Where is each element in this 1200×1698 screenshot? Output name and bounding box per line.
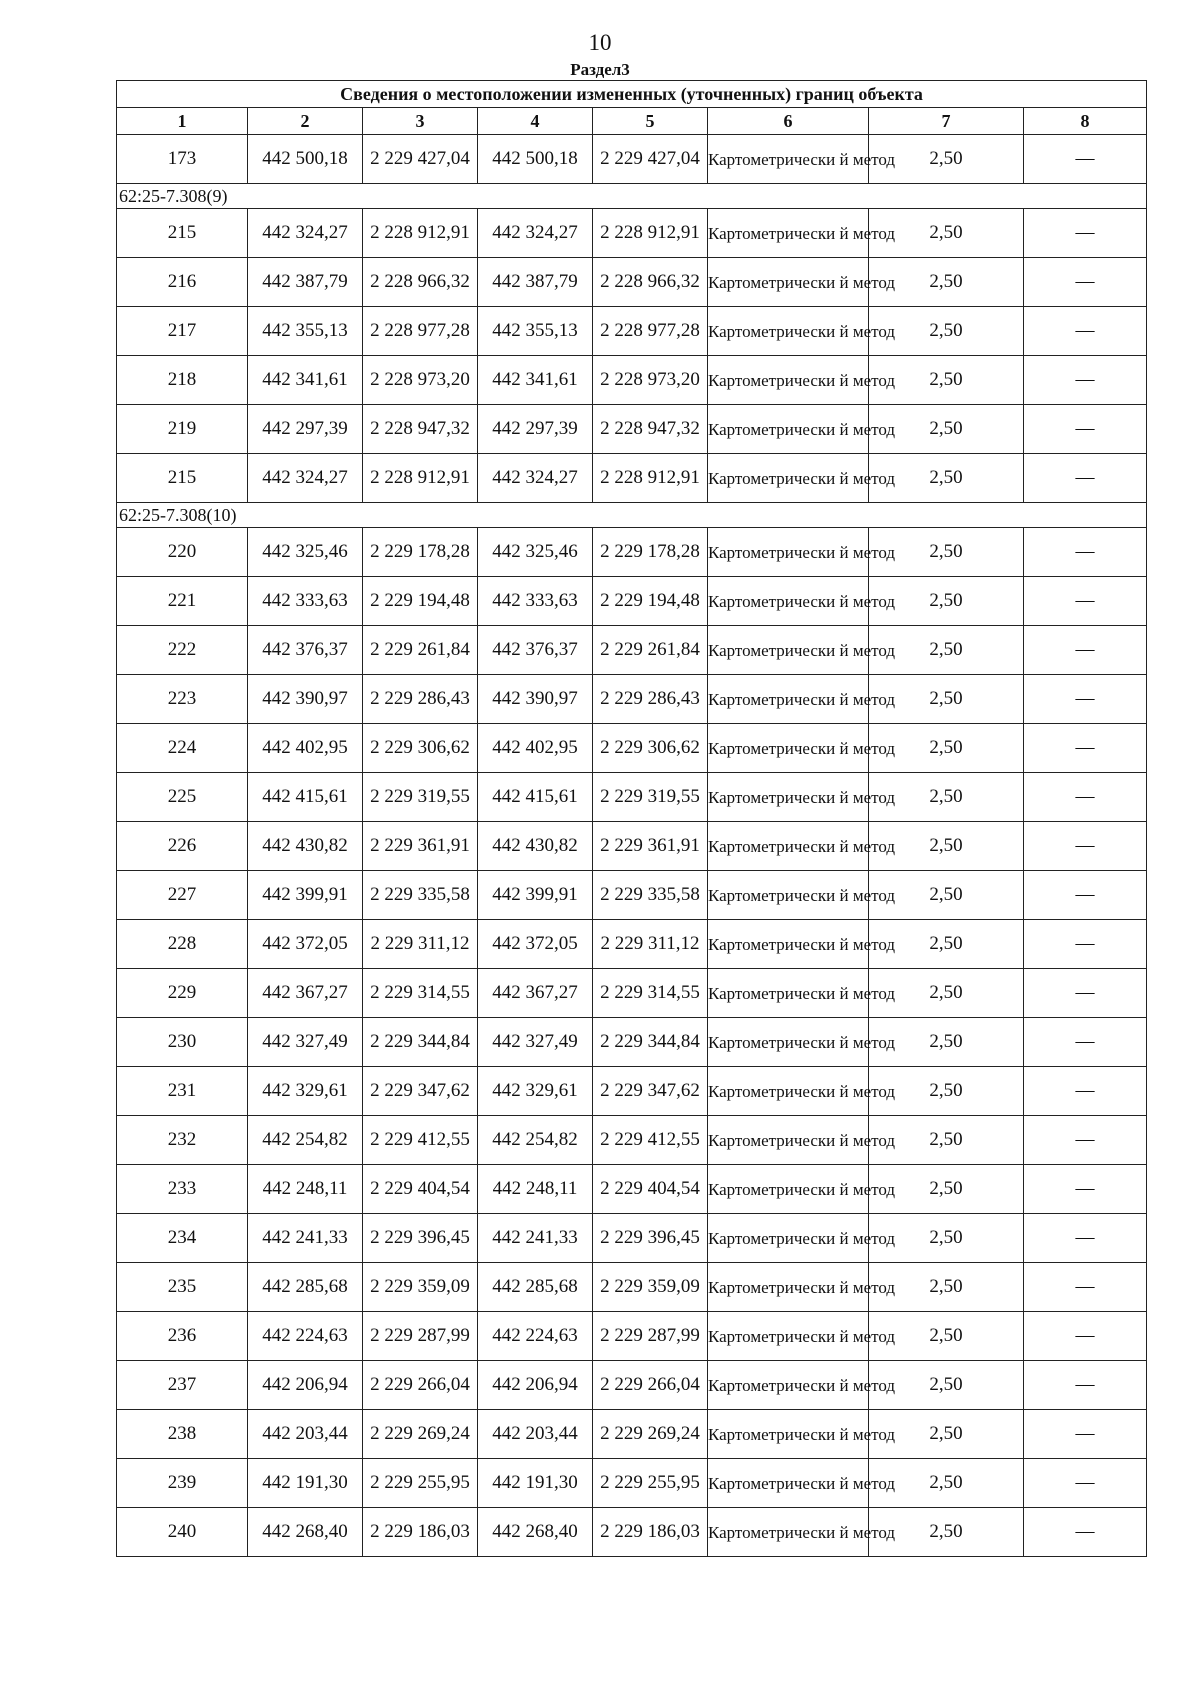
- accuracy-cell: 2,50: [869, 969, 1024, 1018]
- column-number-4: 4: [478, 108, 593, 135]
- x-new-cell: 442 387,79: [478, 258, 593, 307]
- point-number-cell: 225: [117, 773, 248, 822]
- accuracy-cell: 2,50: [869, 209, 1024, 258]
- table-row: [117, 1018, 1147, 1067]
- description-cell: —: [1024, 528, 1147, 577]
- accuracy-cell: 2,50: [869, 1508, 1024, 1557]
- y-new-cell: 2 229 427,04: [593, 135, 708, 184]
- point-number-cell: 221: [117, 577, 248, 626]
- column-number-6: 6: [708, 108, 869, 135]
- table-row: [117, 871, 1147, 920]
- description-cell: —: [1024, 405, 1147, 454]
- accuracy-cell: 2,50: [869, 724, 1024, 773]
- y-new-cell: 2 229 335,58: [593, 871, 708, 920]
- x-new-cell: 442 325,46: [478, 528, 593, 577]
- point-number-cell: 226: [117, 822, 248, 871]
- parcel-number-label: 62:25-7.308(9): [117, 184, 1147, 209]
- x-new-cell: 442 500,18: [478, 135, 593, 184]
- table-row: [117, 528, 1147, 577]
- y-new-cell: 2 229 261,84: [593, 626, 708, 675]
- x-old-cell: 442 191,30: [248, 1459, 363, 1508]
- accuracy-cell: 2,50: [869, 871, 1024, 920]
- description-cell: —: [1024, 1312, 1147, 1361]
- x-new-cell: 442 285,68: [478, 1263, 593, 1312]
- method-cell: Картометрически й метод: [708, 405, 869, 454]
- description-cell: —: [1024, 675, 1147, 724]
- description-cell: —: [1024, 1459, 1147, 1508]
- accuracy-cell: 2,50: [869, 920, 1024, 969]
- description-cell: —: [1024, 307, 1147, 356]
- point-number-cell: 216: [117, 258, 248, 307]
- column-number-3: 3: [363, 108, 478, 135]
- x-new-cell: 442 254,82: [478, 1116, 593, 1165]
- y-new-cell: 2 229 178,28: [593, 528, 708, 577]
- x-old-cell: 442 355,13: [248, 307, 363, 356]
- accuracy-cell: 2,50: [869, 528, 1024, 577]
- y-old-cell: 2 229 266,04: [363, 1361, 478, 1410]
- accuracy-cell: 2,50: [869, 1361, 1024, 1410]
- table-row: [117, 773, 1147, 822]
- y-new-cell: 2 229 266,04: [593, 1361, 708, 1410]
- x-old-cell: 442 324,27: [248, 454, 363, 503]
- x-new-cell: 442 376,37: [478, 626, 593, 675]
- x-new-cell: 442 329,61: [478, 1067, 593, 1116]
- point-number-cell: 219: [117, 405, 248, 454]
- y-new-cell: 2 229 186,03: [593, 1508, 708, 1557]
- point-number-cell: 227: [117, 871, 248, 920]
- accuracy-cell: 2,50: [869, 1312, 1024, 1361]
- accuracy-cell: 2,50: [869, 577, 1024, 626]
- x-new-cell: 442 367,27: [478, 969, 593, 1018]
- y-new-cell: 2 229 347,62: [593, 1067, 708, 1116]
- y-old-cell: 2 229 361,91: [363, 822, 478, 871]
- x-old-cell: 442 297,39: [248, 405, 363, 454]
- description-cell: —: [1024, 1214, 1147, 1263]
- y-new-cell: 2 228 977,28: [593, 307, 708, 356]
- group-row: [117, 184, 1147, 209]
- y-new-cell: 2 229 319,55: [593, 773, 708, 822]
- point-number-cell: 233: [117, 1165, 248, 1214]
- x-old-cell: 442 367,27: [248, 969, 363, 1018]
- y-old-cell: 2 228 966,32: [363, 258, 478, 307]
- point-number-cell: 220: [117, 528, 248, 577]
- y-old-cell: 2 229 427,04: [363, 135, 478, 184]
- method-cell: Картометрически й метод: [708, 1459, 869, 1508]
- table-row: [117, 405, 1147, 454]
- y-new-cell: 2 229 306,62: [593, 724, 708, 773]
- y-old-cell: 2 229 396,45: [363, 1214, 478, 1263]
- method-cell: Картометрически й метод: [708, 1361, 869, 1410]
- y-old-cell: 2 228 977,28: [363, 307, 478, 356]
- x-new-cell: 442 324,27: [478, 454, 593, 503]
- y-new-cell: 2 229 255,95: [593, 1459, 708, 1508]
- description-cell: —: [1024, 577, 1147, 626]
- point-number-cell: 239: [117, 1459, 248, 1508]
- section-label: Раздел3: [570, 60, 630, 79]
- accuracy-cell: 2,50: [869, 1459, 1024, 1508]
- x-old-cell: 442 387,79: [248, 258, 363, 307]
- column-number-8: 8: [1024, 108, 1147, 135]
- y-new-cell: 2 229 344,84: [593, 1018, 708, 1067]
- method-cell: Картометрически й метод: [708, 356, 869, 405]
- method-cell: Картометрически й метод: [708, 307, 869, 356]
- method-cell: Картометрически й метод: [708, 577, 869, 626]
- method-cell: Картометрически й метод: [708, 1312, 869, 1361]
- table-row: [117, 1459, 1147, 1508]
- column-number-5: 5: [593, 108, 708, 135]
- y-new-cell: 2 228 973,20: [593, 356, 708, 405]
- x-old-cell: 442 415,61: [248, 773, 363, 822]
- method-cell: Картометрически й метод: [708, 1214, 869, 1263]
- point-number-cell: 228: [117, 920, 248, 969]
- point-number-cell: 215: [117, 209, 248, 258]
- method-cell: Картометрически й метод: [708, 724, 869, 773]
- table-row: [117, 1067, 1147, 1116]
- x-new-cell: 442 206,94: [478, 1361, 593, 1410]
- table-row: [117, 356, 1147, 405]
- x-old-cell: 442 399,91: [248, 871, 363, 920]
- method-cell: Картометрически й метод: [708, 871, 869, 920]
- method-cell: Картометрически й метод: [708, 969, 869, 1018]
- x-new-cell: 442 399,91: [478, 871, 593, 920]
- point-number-cell: 237: [117, 1361, 248, 1410]
- y-new-cell: 2 229 412,55: [593, 1116, 708, 1165]
- accuracy-cell: 2,50: [869, 1067, 1024, 1116]
- method-cell: Картометрически й метод: [708, 822, 869, 871]
- x-new-cell: 442 415,61: [478, 773, 593, 822]
- point-number-cell: 217: [117, 307, 248, 356]
- y-old-cell: 2 229 335,58: [363, 871, 478, 920]
- y-old-cell: 2 229 178,28: [363, 528, 478, 577]
- description-cell: —: [1024, 773, 1147, 822]
- point-number-cell: 232: [117, 1116, 248, 1165]
- x-old-cell: 442 285,68: [248, 1263, 363, 1312]
- table-row: [117, 307, 1147, 356]
- point-number-cell: 234: [117, 1214, 248, 1263]
- y-new-cell: 2 229 396,45: [593, 1214, 708, 1263]
- method-cell: Картометрически й метод: [708, 1263, 869, 1312]
- accuracy-cell: 2,50: [869, 356, 1024, 405]
- y-old-cell: 2 228 973,20: [363, 356, 478, 405]
- column-number-7: 7: [869, 108, 1024, 135]
- y-old-cell: 2 228 912,91: [363, 209, 478, 258]
- y-old-cell: 2 229 412,55: [363, 1116, 478, 1165]
- x-old-cell: 442 324,27: [248, 209, 363, 258]
- description-cell: —: [1024, 1508, 1147, 1557]
- x-old-cell: 442 430,82: [248, 822, 363, 871]
- accuracy-cell: 2,50: [869, 675, 1024, 724]
- y-new-cell: 2 229 361,91: [593, 822, 708, 871]
- y-old-cell: 2 229 186,03: [363, 1508, 478, 1557]
- table-caption: Сведения о местоположении измененных (уточненных) границ объекта: [117, 81, 1147, 108]
- description-cell: —: [1024, 822, 1147, 871]
- accuracy-cell: 2,50: [869, 307, 1024, 356]
- table-row: [117, 1116, 1147, 1165]
- x-new-cell: 442 372,05: [478, 920, 593, 969]
- method-cell: Картометрически й метод: [708, 1067, 869, 1116]
- y-old-cell: 2 229 314,55: [363, 969, 478, 1018]
- column-number-1: 1: [117, 108, 248, 135]
- x-old-cell: 442 203,44: [248, 1410, 363, 1459]
- table-row: [117, 1312, 1147, 1361]
- x-old-cell: 442 248,11: [248, 1165, 363, 1214]
- method-cell: Картометрически й метод: [708, 1410, 869, 1459]
- description-cell: —: [1024, 1116, 1147, 1165]
- method-cell: Картометрически й метод: [708, 626, 869, 675]
- table-row: [117, 1508, 1147, 1557]
- accuracy-cell: 2,50: [869, 773, 1024, 822]
- method-cell: Картометрически й метод: [708, 135, 869, 184]
- description-cell: —: [1024, 724, 1147, 773]
- x-new-cell: 442 268,40: [478, 1508, 593, 1557]
- y-new-cell: 2 229 314,55: [593, 969, 708, 1018]
- y-old-cell: 2 229 286,43: [363, 675, 478, 724]
- x-new-cell: 442 191,30: [478, 1459, 593, 1508]
- table-row: [117, 822, 1147, 871]
- table-row: [117, 258, 1147, 307]
- method-cell: Картометрически й метод: [708, 773, 869, 822]
- x-old-cell: 442 224,63: [248, 1312, 363, 1361]
- description-cell: —: [1024, 356, 1147, 405]
- y-old-cell: 2 229 344,84: [363, 1018, 478, 1067]
- method-cell: Картометрически й метод: [708, 1018, 869, 1067]
- method-cell: Картометрически й метод: [708, 1116, 869, 1165]
- table-row: [117, 1214, 1147, 1263]
- y-new-cell: 2 229 269,24: [593, 1410, 708, 1459]
- accuracy-cell: 2,50: [869, 405, 1024, 454]
- point-number-cell: 173: [117, 135, 248, 184]
- method-cell: Картометрически й метод: [708, 1508, 869, 1557]
- method-cell: Картометрически й метод: [708, 209, 869, 258]
- y-old-cell: 2 228 912,91: [363, 454, 478, 503]
- method-cell: Картометрически й метод: [708, 920, 869, 969]
- x-new-cell: 442 248,11: [478, 1165, 593, 1214]
- y-new-cell: 2 228 966,32: [593, 258, 708, 307]
- point-number-cell: 236: [117, 1312, 248, 1361]
- table-row: [117, 724, 1147, 773]
- table-row: [117, 675, 1147, 724]
- accuracy-cell: 2,50: [869, 454, 1024, 503]
- description-cell: —: [1024, 1165, 1147, 1214]
- coordinates-table: [116, 80, 1147, 1557]
- x-old-cell: 442 500,18: [248, 135, 363, 184]
- point-number-cell: 231: [117, 1067, 248, 1116]
- table-body: [117, 135, 1147, 1557]
- description-cell: —: [1024, 920, 1147, 969]
- accuracy-cell: 2,50: [869, 626, 1024, 675]
- point-number-cell: 229: [117, 969, 248, 1018]
- method-cell: Картометрически й метод: [708, 454, 869, 503]
- point-number-cell: 215: [117, 454, 248, 503]
- x-old-cell: 442 206,94: [248, 1361, 363, 1410]
- table-row: [117, 626, 1147, 675]
- x-new-cell: 442 355,13: [478, 307, 593, 356]
- x-old-cell: 442 327,49: [248, 1018, 363, 1067]
- y-new-cell: 2 229 287,99: [593, 1312, 708, 1361]
- description-cell: —: [1024, 1410, 1147, 1459]
- y-new-cell: 2 228 947,32: [593, 405, 708, 454]
- point-number-cell: 223: [117, 675, 248, 724]
- description-cell: —: [1024, 1018, 1147, 1067]
- y-new-cell: 2 229 286,43: [593, 675, 708, 724]
- x-new-cell: 442 324,27: [478, 209, 593, 258]
- point-number-cell: 235: [117, 1263, 248, 1312]
- x-new-cell: 442 341,61: [478, 356, 593, 405]
- table-row: [117, 209, 1147, 258]
- x-new-cell: 442 203,44: [478, 1410, 593, 1459]
- y-old-cell: 2 229 287,99: [363, 1312, 478, 1361]
- group-row: [117, 503, 1147, 528]
- description-cell: —: [1024, 1361, 1147, 1410]
- table-row: [117, 135, 1147, 184]
- description-cell: —: [1024, 871, 1147, 920]
- x-new-cell: 442 297,39: [478, 405, 593, 454]
- point-number-cell: 230: [117, 1018, 248, 1067]
- table-row: [117, 454, 1147, 503]
- accuracy-cell: 2,50: [869, 1018, 1024, 1067]
- table-row: [117, 1263, 1147, 1312]
- table-row: [117, 1165, 1147, 1214]
- table-row: [117, 1410, 1147, 1459]
- x-old-cell: 442 341,61: [248, 356, 363, 405]
- x-new-cell: 442 333,63: [478, 577, 593, 626]
- point-number-cell: 238: [117, 1410, 248, 1459]
- x-old-cell: 442 254,82: [248, 1116, 363, 1165]
- method-cell: Картометрически й метод: [708, 258, 869, 307]
- x-new-cell: 442 390,97: [478, 675, 593, 724]
- description-cell: —: [1024, 1067, 1147, 1116]
- y-old-cell: 2 229 194,48: [363, 577, 478, 626]
- x-old-cell: 442 372,05: [248, 920, 363, 969]
- y-old-cell: 2 229 359,09: [363, 1263, 478, 1312]
- description-cell: —: [1024, 258, 1147, 307]
- description-cell: —: [1024, 135, 1147, 184]
- y-old-cell: 2 229 319,55: [363, 773, 478, 822]
- table-row: [117, 577, 1147, 626]
- x-old-cell: 442 241,33: [248, 1214, 363, 1263]
- description-cell: —: [1024, 454, 1147, 503]
- point-number-cell: 222: [117, 626, 248, 675]
- y-new-cell: 2 228 912,91: [593, 209, 708, 258]
- y-old-cell: 2 229 311,12: [363, 920, 478, 969]
- y-old-cell: 2 229 261,84: [363, 626, 478, 675]
- y-old-cell: 2 229 269,24: [363, 1410, 478, 1459]
- description-cell: —: [1024, 626, 1147, 675]
- description-cell: —: [1024, 1263, 1147, 1312]
- y-new-cell: 2 228 912,91: [593, 454, 708, 503]
- x-new-cell: 442 241,33: [478, 1214, 593, 1263]
- x-new-cell: 442 224,63: [478, 1312, 593, 1361]
- method-cell: Картометрически й метод: [708, 528, 869, 577]
- parcel-number-label: 62:25-7.308(10): [117, 503, 1147, 528]
- x-new-cell: 442 430,82: [478, 822, 593, 871]
- accuracy-cell: 2,50: [869, 1214, 1024, 1263]
- page-number: 10: [588, 30, 612, 55]
- y-old-cell: 2 229 404,54: [363, 1165, 478, 1214]
- x-old-cell: 442 333,63: [248, 577, 363, 626]
- y-old-cell: 2 229 306,62: [363, 724, 478, 773]
- y-new-cell: 2 229 194,48: [593, 577, 708, 626]
- method-cell: Картометрически й метод: [708, 1165, 869, 1214]
- x-new-cell: 442 327,49: [478, 1018, 593, 1067]
- table-row: [117, 920, 1147, 969]
- y-new-cell: 2 229 311,12: [593, 920, 708, 969]
- x-old-cell: 442 376,37: [248, 626, 363, 675]
- column-number-2: 2: [248, 108, 363, 135]
- point-number-cell: 218: [117, 356, 248, 405]
- point-number-cell: 224: [117, 724, 248, 773]
- y-new-cell: 2 229 359,09: [593, 1263, 708, 1312]
- x-old-cell: 442 268,40: [248, 1508, 363, 1557]
- accuracy-cell: 2,50: [869, 1116, 1024, 1165]
- point-number-cell: 240: [117, 1508, 248, 1557]
- description-cell: —: [1024, 969, 1147, 1018]
- y-old-cell: 2 228 947,32: [363, 405, 478, 454]
- x-old-cell: 442 390,97: [248, 675, 363, 724]
- accuracy-cell: 2,50: [869, 258, 1024, 307]
- description-cell: —: [1024, 209, 1147, 258]
- table-row: [117, 1361, 1147, 1410]
- accuracy-cell: 2,50: [869, 1410, 1024, 1459]
- x-old-cell: 442 402,95: [248, 724, 363, 773]
- accuracy-cell: 2,50: [869, 135, 1024, 184]
- y-new-cell: 2 229 404,54: [593, 1165, 708, 1214]
- y-old-cell: 2 229 255,95: [363, 1459, 478, 1508]
- table-row: [117, 969, 1147, 1018]
- accuracy-cell: 2,50: [869, 1165, 1024, 1214]
- accuracy-cell: 2,50: [869, 1263, 1024, 1312]
- y-old-cell: 2 229 347,62: [363, 1067, 478, 1116]
- x-old-cell: 442 329,61: [248, 1067, 363, 1116]
- accuracy-cell: 2,50: [869, 822, 1024, 871]
- x-new-cell: 442 402,95: [478, 724, 593, 773]
- x-old-cell: 442 325,46: [248, 528, 363, 577]
- method-cell: Картометрически й метод: [708, 675, 869, 724]
